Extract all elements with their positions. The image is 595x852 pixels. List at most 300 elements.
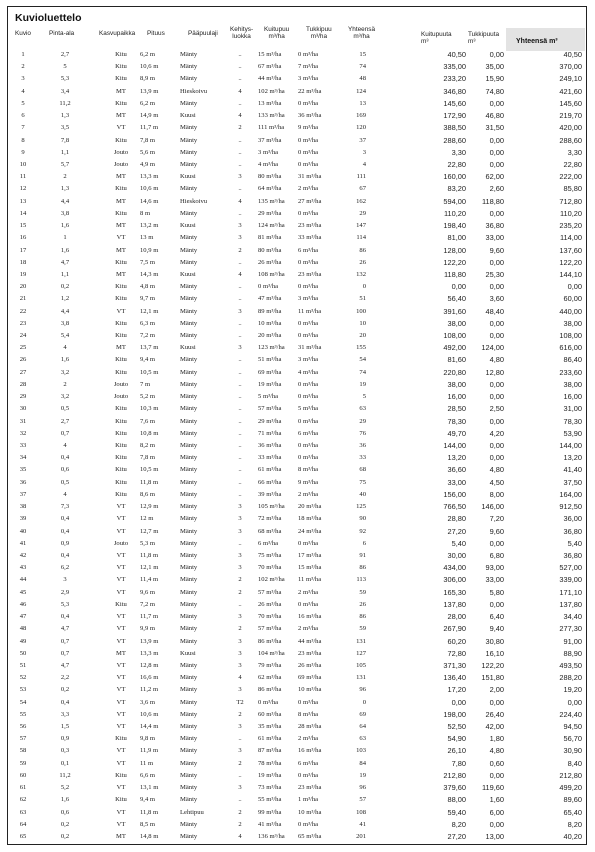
cell-tukkipuu: 2 m³/ha: [298, 490, 319, 498]
cell-pinta-ala: 0,4: [60, 515, 70, 523]
cell-tukkipuuta: 151,80: [481, 673, 504, 683]
table-row: [8, 416, 586, 428]
cell-yhteensa-total: 38,00: [563, 318, 582, 328]
table-row: [8, 587, 586, 599]
cell-pinta-ala: 7,3: [60, 503, 70, 511]
cell-pinta-ala: 0,7: [60, 649, 70, 657]
cell-kasvupaikka: Kitu: [115, 735, 127, 743]
cell-paapuulaji: Mänty: [180, 99, 198, 107]
cell-tukkipuu: 9 m³/ha: [298, 478, 319, 486]
cell-tukkipuu: 65 m³/ha: [298, 833, 322, 840]
cell-tukkipuu: 33 m³/ha: [298, 234, 322, 242]
cell-tukkipuu: 3 m³/ha: [298, 356, 319, 364]
cell-kuitupuuta: 434,00: [443, 563, 466, 573]
cell-kuitupuu: 57 m³/ha: [258, 625, 282, 633]
cell-pituus: 5,6 m: [140, 148, 156, 156]
cell-kuvio: 54: [19, 698, 27, 706]
cell-tukkipuuta: 62,00: [485, 172, 504, 182]
cell-kuitupuu: 3 m³/ha: [258, 148, 279, 156]
cell-yhteensa-ha: 111: [356, 173, 366, 181]
cell-kehitysluokka: ..: [238, 148, 242, 156]
table-row: [8, 794, 586, 806]
cell-tukkipuuta: 25,30: [485, 269, 504, 279]
cell-tukkipuu: 8 m³/ha: [298, 710, 319, 718]
cell-tukkipuu: 1 m³/ha: [298, 796, 319, 804]
cell-kuitupuuta: 160,00: [443, 172, 466, 182]
document-page: [7, 6, 587, 845]
cell-kasvupaikka: VT: [116, 784, 126, 792]
cell-kehitysluokka: 2: [238, 576, 242, 584]
cell-kuitupuuta: 220,80: [443, 367, 466, 377]
cell-kehitysluokka: 3: [238, 661, 242, 669]
cell-kuitupuu: 0 m³/ha: [258, 698, 279, 706]
cell-kuitupuu: 135 m³/ha: [258, 197, 285, 205]
cell-pinta-ala: 0,4: [60, 454, 70, 462]
cell-kuitupuu: 73 m³/ha: [258, 784, 282, 792]
cell-kehitysluokka: ..: [238, 380, 242, 388]
cell-pituus: 11,8 m: [140, 808, 159, 816]
cell-tukkipuu: 28 m³/ha: [298, 723, 322, 731]
cell-kuvio: 6: [21, 112, 25, 120]
cell-pinta-ala: 2,2: [60, 674, 70, 682]
cell-tukkipuuta: 4,80: [489, 746, 504, 756]
cell-kuvio: 27: [19, 368, 27, 376]
cell-kuvio: 51: [19, 661, 27, 669]
cell-kehitysluokka: ..: [238, 185, 242, 193]
cell-paapuulaji: Mänty: [180, 454, 198, 462]
cell-kehitysluokka: 3: [238, 613, 242, 621]
table-row: [8, 208, 586, 220]
cell-yhteensa-total: 493,50: [559, 660, 582, 670]
table-row: [8, 636, 586, 648]
cell-kuvio: 44: [19, 576, 27, 584]
header-tukkipuuta-line2: m³: [468, 38, 476, 45]
cell-kuitupuu: 67 m³/ha: [258, 63, 282, 71]
cell-yhteensa-total: 144,00: [559, 441, 582, 450]
cell-kasvupaikka: Kitu: [115, 51, 127, 58]
cell-paapuulaji: Mänty: [180, 234, 198, 242]
cell-paapuulaji: Mänty: [180, 674, 198, 682]
cell-kuvio: 56: [19, 723, 27, 731]
header-yhteensa-total: Yhteensä m³: [506, 28, 585, 51]
cell-kasvupaikka: VT: [116, 124, 126, 132]
cell-paapuulaji: Mänty: [180, 393, 198, 401]
cell-pinta-ala: 3,2: [60, 368, 70, 376]
cell-pituus: 7,8 m: [140, 454, 156, 462]
cell-kuitupuuta: 594,00: [443, 196, 466, 206]
cell-kasvupaikka: Jouto: [113, 539, 129, 547]
cell-paapuulaji: Mänty: [180, 405, 198, 413]
cell-pinta-ala: 1,6: [60, 796, 70, 804]
cell-kuvio: 55: [19, 710, 27, 718]
cell-pituus: 11,7 m: [140, 613, 159, 621]
cell-tukkipuuta: 8,00: [489, 489, 504, 499]
cell-pinta-ala: 3: [63, 576, 67, 584]
cell-kasvupaikka: Kitu: [115, 209, 127, 217]
cell-pituus: 11,2 m: [140, 686, 159, 694]
cell-yhteensa-ha: 155: [356, 344, 366, 352]
cell-kuitupuuta: 198,40: [443, 221, 466, 231]
table-row: [8, 550, 586, 562]
cell-tukkipuu: 0 m³/ha: [298, 454, 319, 462]
cell-pinta-ala: 0,2: [60, 686, 70, 694]
table-row: [8, 623, 586, 635]
table-row: [8, 306, 586, 318]
cell-kuitupuuta: 88,00: [447, 795, 466, 805]
cell-yhteensa-total: 86,40: [563, 355, 582, 365]
cell-kasvupaikka: Kitu: [115, 478, 127, 486]
header-tukkipuu-line2: m³/ha: [310, 33, 328, 40]
cell-kasvupaikka: VT: [116, 576, 126, 584]
cell-pinta-ala: 11,2: [59, 99, 71, 107]
cell-kuitupuuta: 0,00: [451, 697, 466, 707]
cell-yhteensa-ha: 84: [359, 759, 366, 767]
cell-pituus: 13,9 m: [140, 637, 159, 645]
cell-kasvupaikka: MT: [116, 270, 126, 278]
cell-paapuulaji: Mänty: [180, 735, 198, 743]
cell-kehitysluokka: 3: [238, 723, 242, 731]
cell-tukkipuuta: 119,60: [481, 783, 504, 793]
cell-pituus: 10,6 m: [140, 185, 159, 193]
cell-pinta-ala: 3,3: [60, 710, 70, 718]
cell-kehitysluokka: ..: [238, 539, 242, 547]
cell-pituus: 8,9 m: [140, 75, 156, 83]
cell-yhteensa-ha: 51: [359, 295, 366, 303]
cell-pinta-ala: 0,2: [60, 820, 70, 828]
cell-kuitupuuta: 28,50: [447, 404, 466, 414]
cell-tukkipuu: 0 m³/ha: [298, 332, 319, 340]
cell-yhteensa-ha: 96: [359, 686, 366, 694]
cell-pituus: 8 m: [140, 209, 151, 217]
cell-yhteensa-ha: 169: [356, 112, 366, 120]
cell-yhteensa-total: 0,00: [567, 282, 582, 292]
table-row: [8, 367, 586, 379]
table-row: [8, 709, 586, 721]
cell-kasvupaikka: Kitu: [115, 771, 127, 779]
cell-yhteensa-ha: 0: [362, 698, 366, 706]
cell-tukkipuu: 23 m³/ha: [298, 222, 322, 230]
cell-paapuulaji: Mänty: [180, 51, 198, 58]
cell-yhteensa-ha: 6: [362, 539, 366, 547]
cell-kuitupuu: 69 m³/ha: [258, 368, 282, 376]
cell-pinta-ala: 1,6: [60, 222, 70, 230]
table-row: [8, 98, 586, 110]
cell-yhteensa-total: 31,00: [563, 404, 582, 414]
cell-pinta-ala: 0,4: [60, 551, 70, 559]
cell-yhteensa-ha: 19: [359, 380, 366, 388]
cell-tukkipuuta: 31,50: [485, 123, 504, 133]
cell-kuvio: 38: [19, 503, 27, 511]
cell-pinta-ala: 4,7: [60, 625, 70, 633]
header-yhteensa-ha: [348, 26, 375, 40]
cell-pituus: 12 m: [140, 515, 154, 523]
cell-kuitupuuta: 78,30: [447, 416, 466, 426]
header-kehitysluokka-line1: Kehitys-: [230, 26, 254, 33]
cell-paapuulaji: Mänty: [180, 784, 198, 792]
header-pinta-ala: Pinta-ala: [49, 30, 75, 37]
cell-pituus: 4,8 m: [140, 283, 156, 291]
cell-paapuulaji: Mänty: [180, 686, 198, 694]
cell-tukkipuu: 0 m³/ha: [298, 417, 319, 425]
cell-kuitupuu: 35 m³/ha: [258, 723, 282, 731]
cell-kuitupuu: 0 m³/ha: [258, 283, 279, 291]
table-row: [8, 501, 586, 513]
cell-paapuulaji: Mänty: [180, 380, 198, 388]
cell-kasvupaikka: MT: [116, 246, 126, 254]
cell-tukkipuu: 31 m³/ha: [298, 344, 322, 352]
cell-tukkipuu: 6 m³/ha: [298, 759, 319, 767]
cell-kuitupuu: 4 m³/ha: [258, 160, 279, 168]
cell-paapuulaji: Mänty: [180, 332, 198, 340]
cell-kuitupuu: 33 m³/ha: [258, 454, 282, 462]
cell-pinta-ala: 1,1: [60, 270, 70, 278]
cell-kuvio: 13: [19, 197, 27, 205]
cell-paapuulaji: Mänty: [180, 283, 198, 291]
table-row: [8, 758, 586, 770]
cell-kuitupuuta: 83,20: [447, 184, 466, 194]
cell-kuitupuu: 20 m³/ha: [258, 332, 282, 340]
cell-yhteensa-ha: 13: [359, 99, 366, 107]
cell-paapuulaji: Mänty: [180, 796, 198, 804]
cell-tukkipuu: 31 m³/ha: [298, 173, 322, 181]
cell-yhteensa-total: 88,90: [563, 648, 582, 658]
cell-tukkipuu: 11 m³/ha: [298, 307, 322, 315]
cell-yhteensa-ha: 4: [362, 160, 366, 168]
cell-yhteensa-ha: 114: [356, 234, 366, 242]
table-row: [8, 672, 586, 684]
cell-kuvio: 52: [19, 674, 27, 682]
cell-kehitysluokka: 3: [238, 551, 242, 559]
cell-yhteensa-total: 233,60: [559, 367, 582, 377]
cell-yhteensa-ha: 26: [359, 600, 366, 608]
cell-kasvupaikka: Kitu: [115, 283, 127, 291]
table-row: [8, 61, 586, 73]
cell-yhteensa-ha: 86: [359, 564, 366, 572]
cell-tukkipuu: 0 m³/ha: [298, 771, 319, 779]
cell-kehitysluokka: ..: [238, 295, 242, 303]
cell-paapuulaji: Hieskoivu: [180, 87, 208, 95]
cell-tukkipuuta: 3,60: [489, 294, 504, 304]
cell-pituus: 8,6 m: [140, 490, 156, 498]
table-row: [8, 440, 586, 452]
cell-tukkipuu: 23 m³/ha: [298, 784, 322, 792]
cell-tukkipuu: 3 m³/ha: [298, 75, 319, 83]
cell-pituus: 12,1 m: [140, 564, 159, 572]
cell-yhteensa-total: 339,00: [559, 575, 582, 585]
cell-kuvio: 50: [19, 649, 27, 657]
cell-kuitupuu: 72 m³/ha: [258, 515, 282, 523]
cell-kuvio: 32: [19, 429, 27, 437]
cell-tukkipuuta: 118,80: [481, 196, 504, 206]
cell-kuvio: 63: [19, 808, 27, 816]
cell-tukkipuu: 44 m³/ha: [298, 637, 322, 645]
cell-pituus: 6,6 m: [140, 771, 156, 779]
cell-kasvupaikka: VT: [116, 820, 126, 828]
cell-yhteensa-ha: 48: [359, 75, 366, 83]
cell-pinta-ala: 0,7: [60, 429, 70, 437]
cell-tukkipuu: 17 m³/ha: [298, 551, 322, 559]
cell-kasvupaikka: VT: [116, 307, 126, 315]
cell-kuvio: 35: [19, 466, 27, 474]
cell-paapuulaji: Mänty: [180, 429, 198, 437]
cell-kuitupuu: 55 m³/ha: [258, 796, 282, 804]
table-row: [8, 819, 586, 831]
cell-kehitysluokka: 3: [238, 564, 242, 572]
cell-kehitysluokka: 3: [238, 344, 242, 352]
cell-tukkipuuta: 0,00: [489, 392, 504, 402]
header-kehitysluokka-line2: luokka: [232, 33, 251, 40]
cell-kehitysluokka: ..: [238, 209, 242, 217]
cell-kehitysluokka: 2: [238, 588, 242, 596]
cell-yhteensa-total: 85,80: [563, 184, 582, 194]
cell-kuitupuuta: 212,80: [443, 770, 466, 780]
cell-kasvupaikka: VT: [116, 674, 126, 682]
cell-kasvupaikka: MT: [116, 222, 126, 230]
cell-paapuulaji: Mänty: [180, 600, 198, 608]
cell-paapuulaji: Mänty: [180, 759, 198, 767]
table-row: [8, 318, 586, 330]
cell-kehitysluokka: ..: [238, 417, 242, 425]
cell-pituus: 11,7 m: [140, 124, 159, 132]
cell-kuitupuu: 105 m³/ha: [258, 503, 285, 511]
cell-kuitupuu: 136 m³/ha: [258, 833, 285, 840]
table-row: [8, 807, 586, 819]
cell-tukkipuuta: 0,00: [489, 257, 504, 267]
cell-pinta-ala: 4: [63, 490, 67, 498]
cell-tukkipuu: 3 m³/ha: [298, 295, 319, 303]
cell-kuitupuuta: 379,60: [443, 783, 466, 793]
cell-tukkipuuta: 0,00: [489, 159, 504, 169]
cell-kuvio: 20: [19, 283, 27, 291]
cell-paapuulaji: Mänty: [180, 160, 198, 168]
cell-tukkipuu: 36 m³/ha: [298, 112, 322, 120]
cell-paapuulaji: Kuusi: [180, 222, 196, 230]
cell-yhteensa-total: 249,10: [559, 74, 582, 84]
cell-tukkipuuta: 6,40: [489, 612, 504, 622]
cell-paapuulaji: Mänty: [180, 417, 198, 425]
header-tukkipuu-line1: Tukkipuu: [306, 26, 332, 33]
cell-kehitysluokka: 3: [238, 527, 242, 535]
cell-paapuulaji: Mänty: [180, 833, 198, 840]
cell-kuitupuu: 62 m³/ha: [258, 674, 282, 682]
cell-kuitupuuta: 371,30: [443, 660, 466, 670]
cell-pituus: 10,5 m: [140, 466, 159, 474]
cell-tukkipuu: 26 m³/ha: [298, 661, 322, 669]
cell-pinta-ala: 1,6: [60, 246, 70, 254]
cell-paapuulaji: Mänty: [180, 637, 198, 645]
cell-kuitupuuta: 233,20: [443, 74, 466, 84]
cell-kasvupaikka: Kitu: [115, 417, 127, 425]
cell-kehitysluokka: ..: [238, 429, 242, 437]
cell-kehitysluokka: 3: [238, 307, 242, 315]
cell-yhteensa-total: 527,00: [559, 563, 582, 573]
cell-yhteensa-total: 122,20: [559, 257, 582, 267]
cell-kehitysluokka: ..: [238, 771, 242, 779]
cell-kuitupuu: 78 m³/ha: [258, 759, 282, 767]
cell-tukkipuuta: 9,60: [489, 526, 504, 536]
table-row: [8, 171, 586, 183]
cell-tukkipuu: 2 m³/ha: [298, 735, 319, 743]
cell-kasvupaikka: VT: [116, 686, 126, 694]
cell-tukkipuuta: 33,00: [485, 233, 504, 243]
cell-kuitupuuta: 30,00: [447, 550, 466, 560]
cell-yhteensa-ha: 29: [359, 417, 366, 425]
cell-kehitysluokka: 3: [238, 637, 242, 645]
cell-kasvupaikka: Jouto: [113, 380, 129, 388]
cell-tukkipuu: 20 m³/ha: [298, 503, 322, 511]
cell-yhteensa-total: 8,40: [567, 758, 582, 768]
cell-paapuulaji: Mänty: [180, 771, 198, 779]
cell-pituus: 9,4 m: [140, 796, 156, 804]
cell-kuitupuu: 66 m³/ha: [258, 478, 282, 486]
cell-paapuulaji: Mänty: [180, 539, 198, 547]
cell-yhteensa-total: 277,30: [559, 624, 582, 634]
cell-yhteensa-ha: 105: [356, 661, 366, 669]
cell-pituus: 6,2 m: [140, 99, 156, 107]
cell-yhteensa-ha: 86: [359, 246, 366, 254]
cell-pituus: 14,9 m: [140, 112, 159, 120]
cell-paapuulaji: Mänty: [180, 295, 198, 303]
cell-kasvupaikka: Jouto: [113, 148, 129, 156]
cell-kasvupaikka: MT: [116, 112, 126, 120]
cell-yhteensa-total: 36,80: [563, 526, 582, 536]
header-yhteensa-ha-line2: m³/ha: [353, 33, 370, 40]
cell-kasvupaikka: Kitu: [115, 600, 127, 608]
cell-kehitysluokka: ..: [238, 63, 242, 71]
cell-yhteensa-ha: 120: [356, 124, 366, 132]
cell-kasvupaikka: Kitu: [115, 454, 127, 462]
cell-kasvupaikka: VT: [116, 564, 126, 572]
cell-paapuulaji: Mänty: [180, 588, 198, 596]
cell-pituus: 9,6 m: [140, 588, 156, 596]
cell-kuitupuu: 80 m³/ha: [258, 246, 282, 254]
header-pituus: Pituus: [147, 30, 165, 37]
cell-kasvupaikka: Kitu: [115, 258, 127, 266]
cell-kuitupuu: 5 m³/ha: [258, 393, 279, 401]
cell-kehitysluokka: ..: [238, 319, 242, 327]
cell-paapuulaji: Mänty: [180, 527, 198, 535]
cell-kuvio: 17: [19, 246, 27, 254]
cell-tukkipuu: 0 m³/ha: [298, 698, 319, 706]
cell-kehitysluokka: 2: [238, 124, 242, 132]
cell-kuitupuu: 26 m³/ha: [258, 258, 282, 266]
cell-kuitupuu: 133 m³/ha: [258, 112, 285, 120]
cell-pituus: 11,9 m: [140, 747, 159, 755]
table-row: [8, 611, 586, 623]
cell-kuitupuuta: 108,00: [443, 331, 466, 341]
cell-kehitysluokka: 2: [238, 246, 242, 254]
cell-pinta-ala: 5,3: [60, 600, 70, 608]
cell-kuitupuuta: 28,80: [447, 514, 466, 524]
cell-kuvio: 3: [21, 75, 25, 83]
cell-yhteensa-total: 56,70: [563, 734, 582, 744]
cell-kuvio: 39: [19, 515, 27, 523]
cell-yhteensa-ha: 69: [359, 710, 366, 718]
cell-kehitysluokka: ..: [238, 368, 242, 376]
cell-kehitysluokka: T2: [236, 698, 244, 706]
cell-kasvupaikka: Kitu: [115, 490, 127, 498]
cell-pinta-ala: 1,6: [60, 356, 70, 364]
table-row: [8, 831, 586, 843]
cell-tukkipuuta: 74,80: [485, 86, 504, 96]
cell-paapuulaji: Mänty: [180, 490, 198, 498]
cell-kehitysluokka: 4: [238, 674, 242, 682]
table-row: [8, 403, 586, 415]
cell-kasvupaikka: Jouto: [113, 393, 129, 401]
cell-yhteensa-ha: 91: [359, 551, 366, 559]
cell-yhteensa-ha: 74: [359, 63, 366, 71]
cell-tukkipuuta: 4,80: [489, 355, 504, 365]
